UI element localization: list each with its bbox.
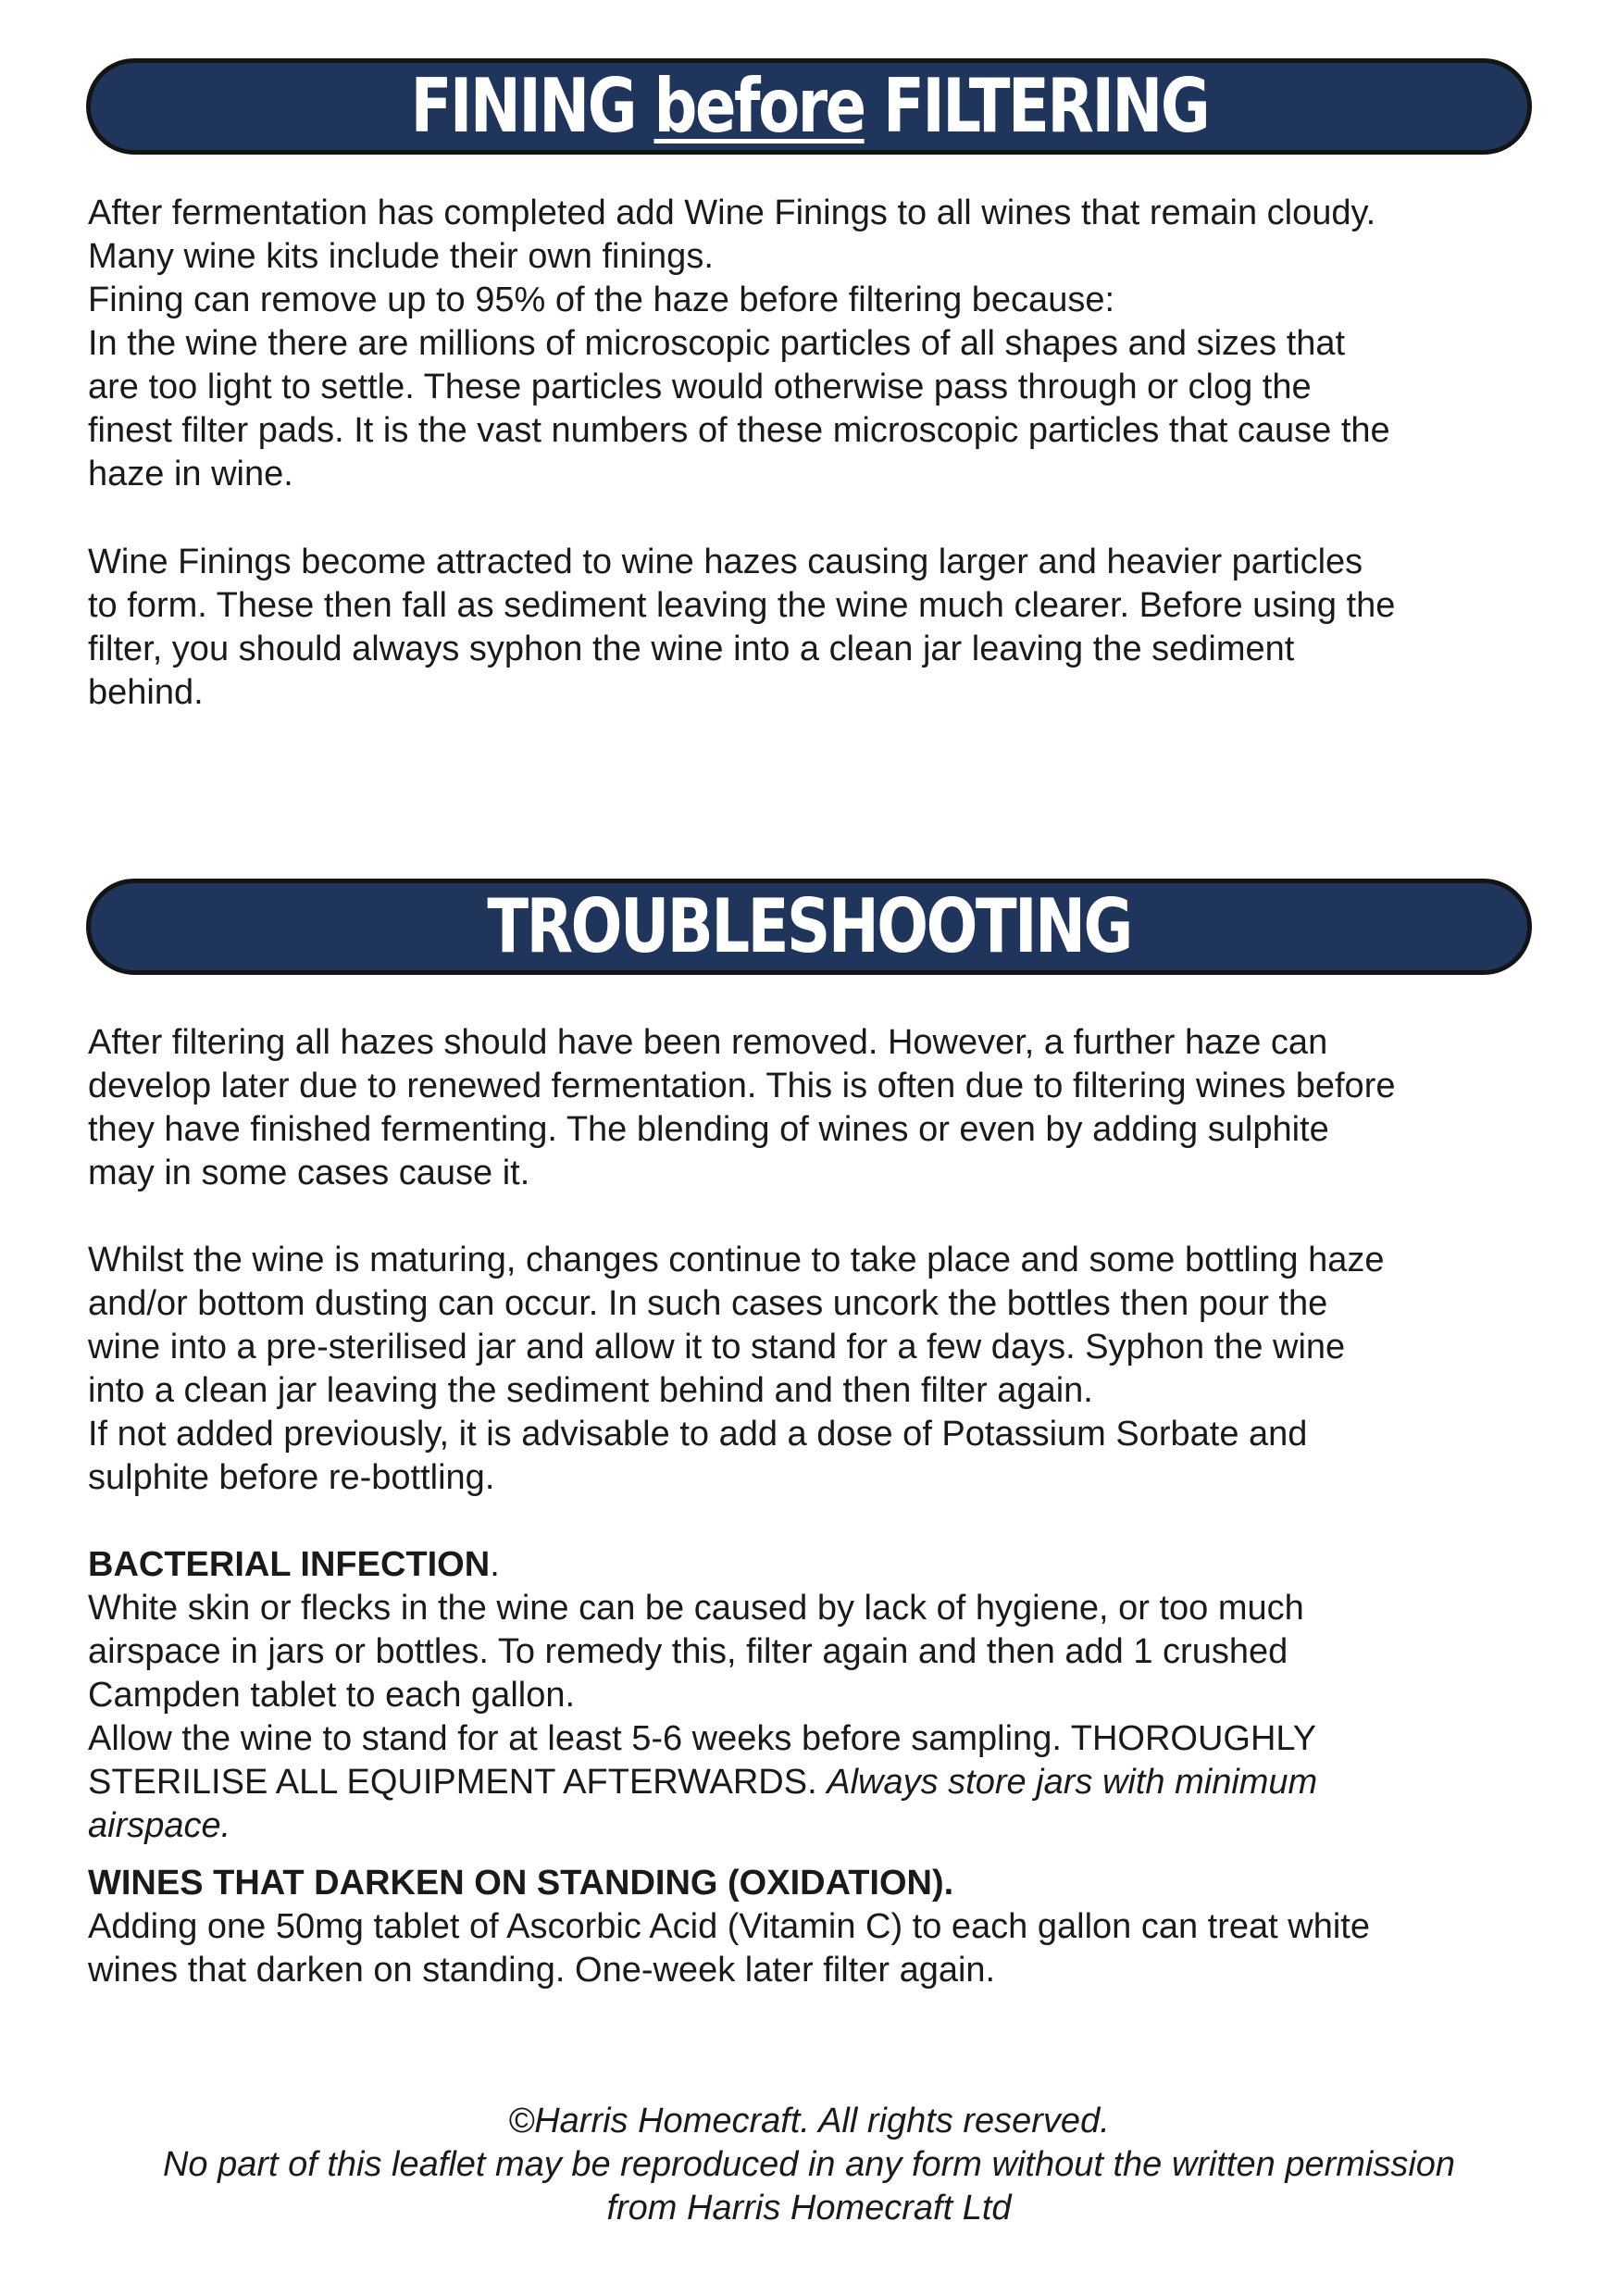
bacterial-infection-body xyxy=(88,1587,1550,1848)
fining-title-part2: FILTERING xyxy=(864,63,1208,149)
troubleshooting-banner xyxy=(86,879,1532,975)
bacterial-infection-italic-note: Always store jars with minimum airspace. xyxy=(88,1763,1318,1845)
bacterial-infection-heading: BACTERIAL INFECTION xyxy=(88,1545,491,1584)
oxidation-body: Adding one 50mg tablet of Ascorbic Acid (Vitamin C) to each gallon can treat white wines that darken on standing. One-week later filter again. xyxy=(88,1907,1370,1990)
fining-paragraph-2: Wine Finings become attracted to wine hazes causing larger and heavier particles to form. These then fall as sediment leaving the wine much clearer. Before using the filter, you should always syphon the wine into a clean jar leaving the sediment behind. xyxy=(88,543,1396,712)
footer-copyright: ©Harris Homecraft. All rights reserved. xyxy=(508,2102,1110,2140)
oxidation-heading: WINES THAT DARKEN ON STANDING (OXIDATION). xyxy=(88,1864,954,1903)
bacterial-infection-heading-line xyxy=(88,1543,1550,1587)
troubleshooting-paragraph-1: After filtering all hazes should have been removed. However, a further haze can develop later due to renewed fermentation. This is often due to filtering wines before they have finished fermenting. The blending of wines or even by adding sulphite may in some cases cause it. xyxy=(88,1023,1396,1192)
footer-company-name: from Harris Homecraft Ltd xyxy=(606,2189,1012,2227)
fining-title xyxy=(410,63,1208,150)
footer-permission-notice: No part of this leaflet may be reproduced in any form without the written permission xyxy=(162,2145,1456,2184)
fining-paragraph-1: After fermentation has completed add Wine Finings to all wines that remain cloudy. Many wine kits include their own finings. Fining can remove up to 95% of the haze before filtering because: In the wine there are millions of microscopic particles of all shapes and sizes that are too light to settle. These particles would otherwise pass through or clog the finest filter pads. It is the vast numbers of these microscopic particles that cause the haze in wine. xyxy=(88,193,1390,493)
fining-before-filtering-banner xyxy=(86,58,1532,155)
troubleshooting-paragraph-2: Whilst the wine is maturing, changes continue to take place and some bottling haze and/or bottom dusting can occur. In such cases uncork the bottles then pour the wine into a pre-sterilised jar and allow it to stand for a few days. Syphon the wine into a clean jar leaving the sediment behind and then filter again. If not added previously, it is advisable to add a dose of Potassium Sorbate and sulphite before re-bottling. xyxy=(88,1241,1385,1497)
bacterial-infection-text: White skin or flecks in the wine can be caused by lack of hygiene, or too much airspace in jars or bottles. To remedy this, filter again and then add 1 crushed Campden tablet to each gallon. Allow the wine to stand for at least 5-6 weeks before sampling. THOROUGHLY STERILISE ALL EQUIPMENT AFTERWARDS. xyxy=(88,1589,1317,1802)
fining-title-underlined: before xyxy=(653,63,865,149)
troubleshooting-title: TROUBLESHOOTING xyxy=(487,883,1131,969)
fining-title-part1: FINING xyxy=(410,63,654,149)
bacterial-infection-heading-period: . xyxy=(490,1545,500,1584)
